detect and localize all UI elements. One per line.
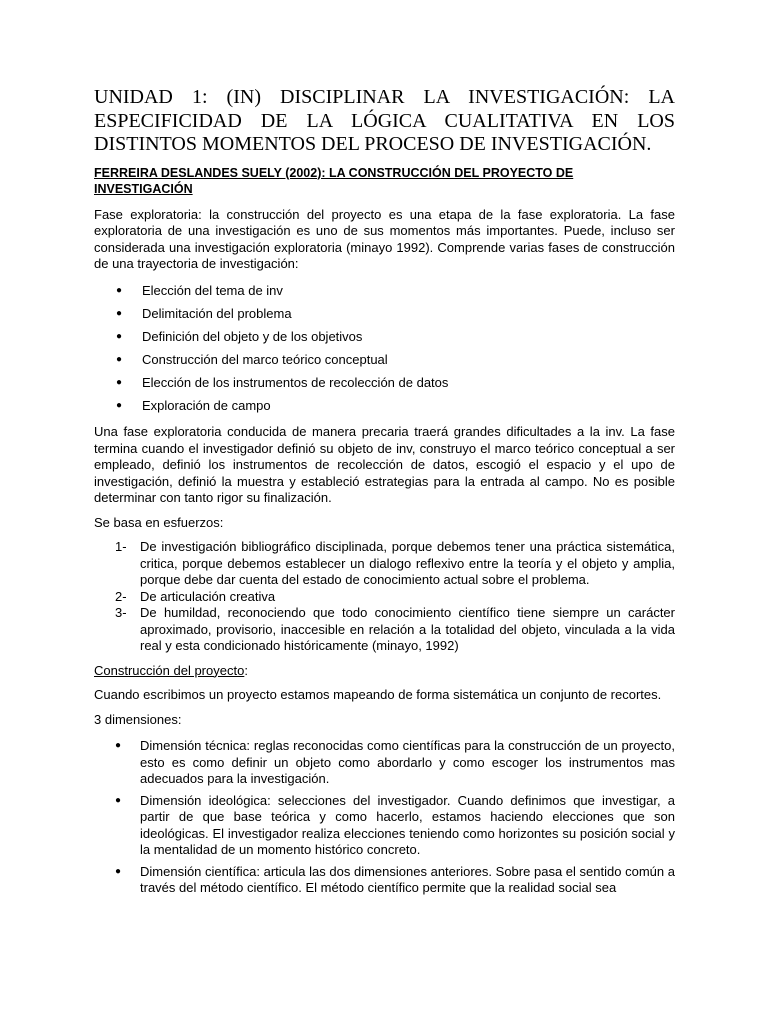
list-item: ● Dimensión técnica: reglas reconocidas como científicas para la construcción de un proyecto, esto es como definir un objeto como abordarlo y como escoger los instrumentos mas adecuados para la investigación.: [94, 738, 675, 788]
list-item-text: De articulación creativa: [140, 588, 276, 604]
list-item: ● Construcción del marco teórico conceptual: [94, 352, 675, 369]
heading-colon: :: [244, 662, 248, 678]
list-item: ● Definición del objeto y de los objetivos: [94, 329, 675, 346]
section-subtitle: FERREIRA DESLANDES SUELY (2002): LA CONSTRUCCIÓN DEL PROYECTO DE INVESTIGACIÓN: [94, 165, 574, 196]
intro-paragraph: Fase exploratoria: la construcción del proyecto es una etapa de la fase exploratoria. La fase exploratoria de una investigación es uno de sus momentos más importantes. Puede, incluso ser considerada una investigación exploratoria (minayo 1992). Comprende varias fases de construcción de una trayectoria de investigación:: [94, 206, 675, 271]
construccion-heading: Construcción del proyecto: [94, 662, 245, 678]
construccion-heading-line: [94, 663, 675, 680]
list-item: [94, 539, 675, 589]
list-item: ● Elección del tema de inv: [94, 283, 675, 300]
list-item-text: De humildad, reconociendo que todo conocimiento científico tiene siempre un carácter aproximado, provisorio, inaccesible en relación a la totalidad del objeto, vinculada a la vida real y esta condicionado históricamente (minayo, 1992): [140, 605, 675, 653]
list-item: ● Dimensión científica: articula las dos dimensiones anteriores. Sobre pasa el sentido común a través del método científico. El método científico permite que la realidad social sea: [94, 864, 675, 897]
dimensions-list: [94, 738, 675, 897]
list-item: ● Delimitación del problema: [94, 306, 675, 323]
list-number: 3-: [115, 605, 127, 620]
list-item: ● Elección de los instrumentos de recolección de datos: [94, 375, 675, 392]
construccion-paragraph: Cuando escribimos un proyecto estamos mapeando de forma sistemática un conjunto de recortes.: [94, 687, 662, 702]
document-title: UNIDAD 1: (IN) DISCIPLINAR LA INVESTIGACIÓN: LA ESPECIFICIDAD DE LA LÓGICA CUALITATIVA EN LOS DISTINTOS MOMENTOS DEL PROCESO DE INVESTIGACIÓN.: [94, 86, 675, 155]
list-item: [94, 605, 675, 655]
phases-list: [94, 283, 675, 415]
paragraph-fase-exploratoria: Una fase exploratoria conducida de manera precaria traerá grandes dificultades a la inv. La fase termina cuando el investigador definió su objeto de inv, construyo el marco teórico conceptual a ser empleado, definió los instrumentos de recolección de datos, escogió el espacio y el upo de investigación, definió la muestra y estableció estrategias para la entrada al campo. No es posible determinar con tanto rigor su finalización.: [94, 424, 675, 505]
efforts-list: [94, 539, 675, 655]
efforts-intro: Se basa en esfuerzos:: [94, 514, 224, 530]
list-number: 1-: [115, 539, 127, 554]
list-item: ● Exploración de campo: [94, 398, 675, 415]
list-item-text: De investigación bibliográfico disciplinada, porque debemos tener una práctica sistemática, critica, porque debemos establecer un dialogo reflexivo entre la teoría y el objeto y amplia, porque debe dar cuenta del estado de conocimiento actual sobre el problema.: [140, 539, 675, 587]
list-item: ● Dimensión ideológica: selecciones del investigador. Cuando definimos que investigar, a partir de que base teórica y como hacerlo, estamos haciendo elecciones que son ideológicas. El investigador realiza elecciones teniendo como horizontes su posición social y la mentalidad de un momento histórico concreto.: [94, 793, 675, 859]
list-item: [94, 589, 675, 606]
dimensions-label: 3 dimensiones:: [94, 711, 182, 727]
list-number: 2-: [115, 588, 127, 604]
document-page: [94, 86, 675, 902]
